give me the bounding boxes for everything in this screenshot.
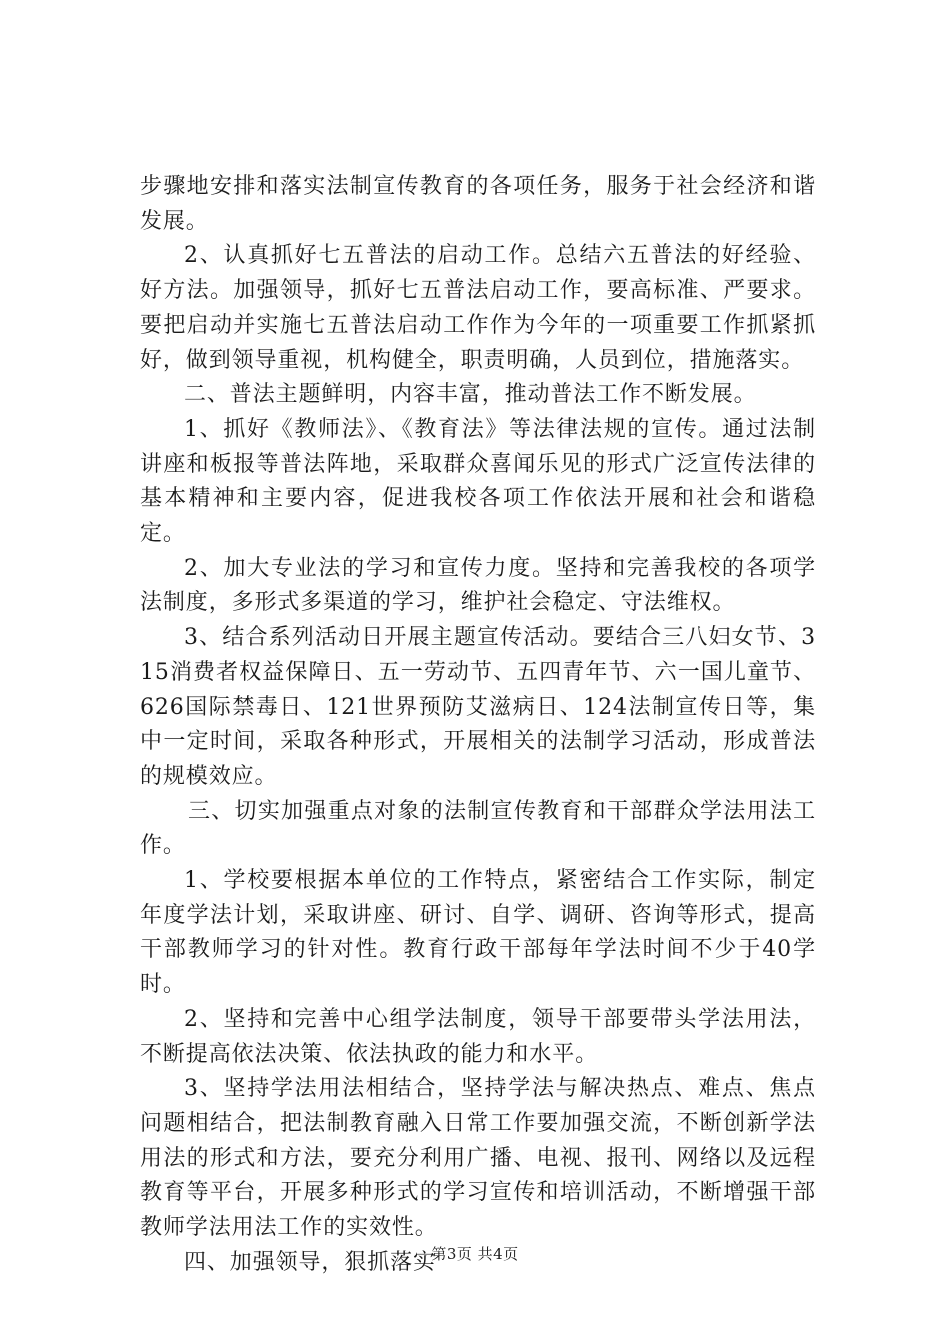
section-heading-3: 三、切实加强重点对象的法制宣传教育和干部群众学法用法工作。 <box>140 798 816 859</box>
section-heading-4: 四、加强领导，狠抓落实 <box>184 1249 436 1275</box>
paragraph-continuation: 步骤地安排和落实法制宣传教育的各项任务，服务于社会经济和谐发展。 <box>140 174 816 234</box>
paragraph-item-3-theme-days: 3、结合系列活动日开展主题宣传活动。要结合三八妇女节、315消费者权益保障日、五一劳动节、五四青年节、六一国儿童节、626国际禁毒日、121世界预防艾滋病日、124法制宣传日等，集中一定时间，采取各种形式，开展相关的法制学习活动，形成普法的规模效应。 <box>140 625 816 789</box>
paragraph-item-2-professional-law: 2、加大专业法的学习和宣传力度。坚持和完善我校的各项学法制度，多形式多渠道的学习，维护社会稳定、守法维权。 <box>140 555 816 616</box>
page-number-footer: 第3页 共4页 <box>431 1245 519 1263</box>
paragraph-item-1-study-plan: 1、学校要根据本单位的工作特点，紧密结合工作实际，制定年度学法计划，采取讲座、研讨、自学、调研、咨询等形式，提高干部教师学习的针对性。教育行政干部每年学法时间不少于40学时。 <box>140 868 816 998</box>
paragraph-item-1-law-publicity: 1、抓好《教师法》、《教育法》等法律法规的宣传。通过法制讲座和板报等普法阵地，采取群众喜闻乐见的形式广泛宣传法律的基本精神和主要内容，促进我校各项工作依法开展和社会和谐稳定。 <box>140 416 816 547</box>
section-heading-2: 二、普法主题鲜明，内容丰富，推动普法工作不断发展。 <box>184 382 757 408</box>
paragraph-item-2-central-group: 2、坚持和完善中心组学法制度，领导干部要带头学法用法，不断提高依法决策、依法执政的能力和水平。 <box>140 1006 816 1067</box>
paragraph-item-2-launch-work: 2、认真抓好七五普法的启动工作。总结六五普法的好经验、好方法。加强领导，抓好七五普法启动工作，要高标准、严要求。要把启动并实施七五普法启动工作作为今年的一项重要工作抓紧抓好，做到领导重视，机构健全，职责明确，人员到位，措施落实。 <box>140 243 816 373</box>
document-body <box>140 170 816 1281</box>
paragraph-item-3-combine-practice: 3、坚持学法用法相结合，坚持学法与解决热点、难点、焦点问题相结合，把法制教育融入日常工作要加强交流，不断创新学法用法的形式和方法，要充分利用广播、电视、报刊、网络以及远程教育等平台，开展多种形式的学习宣传和培训活动，不断增强干部教师学法用法工作的实效性。 <box>140 1076 816 1241</box>
